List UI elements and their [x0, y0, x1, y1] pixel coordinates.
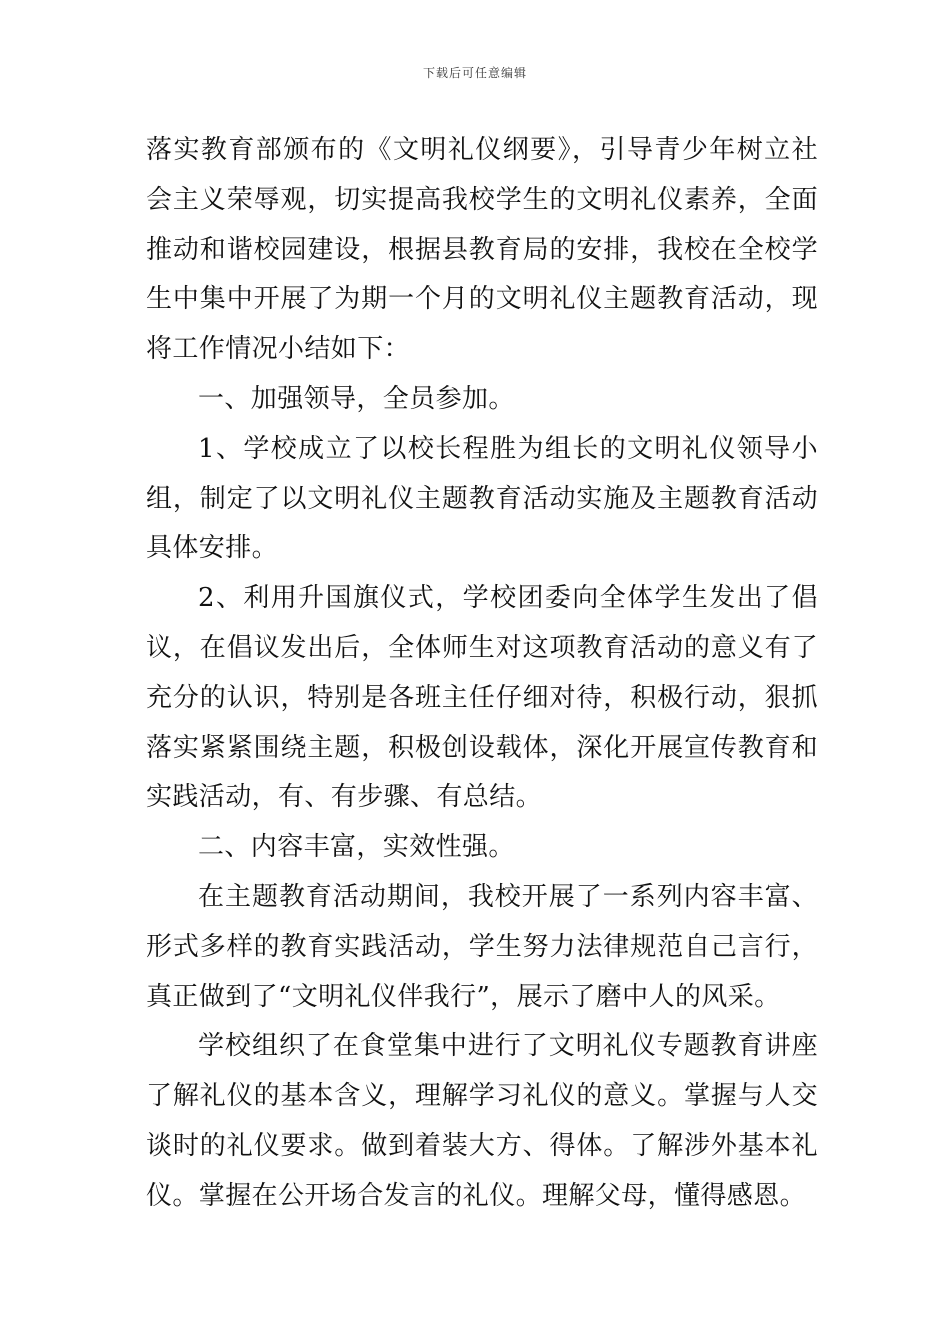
paragraph-item-1: 1、学校成立了以校长程胜为组长的文明礼仪领导小组，制定了以文明礼仪主题教育活动实施及主题教育活动具体安排。 — [146, 433, 818, 564]
section-heading-1: 一、加强领导，全员参加。 — [198, 383, 515, 414]
header-note: 下载后可任意编辑 — [422, 66, 527, 80]
document-body — [146, 126, 818, 1222]
paragraph-activities: 在主题教育活动期间，我校开展了一系列内容丰富、形式多样的教育实践活动，学生努力法律规范自己言行，真正做到了“文明礼仪伴我行”，展示了磨中人的风采。 — [146, 881, 818, 1012]
section-heading-2: 二、内容丰富，实效性强。 — [198, 832, 515, 863]
paragraph-intro: 落实教育部颁布的《文明礼仪纲要》，引导青少年树立社会主义荣辱观，切实提高我校学生的文明礼仪素养，全面推动和谐校园建设，根据县教育局的安排，我校在全校学生中集中开展了为期一个月的文明礼仪主题教育活动，现将工作情况小结如下： — [146, 135, 818, 365]
paragraph-lecture: 学校组织了在食堂集中进行了文明礼仪专题教育讲座了解礼仪的基本含义，理解学习礼仪的意义。掌握与人交谈时的礼仪要求。做到着装大方、得体。了解涉外基本礼仪。掌握在公开场合发言的礼仪。理解父母，懂得感恩。 — [146, 1031, 818, 1211]
paragraph-item-2: 2、利用升国旗仪式，学校团委向全体学生发出了倡议，在倡议发出后，全体师生对这项教育活动的意义有了充分的认识，特别是各班主任仔细对待，积极行动，狠抓落实紧紧围绕主题，积极创设载体，深化开展宣传教育和实践活动，有、有步骤、有总结。 — [146, 583, 818, 813]
